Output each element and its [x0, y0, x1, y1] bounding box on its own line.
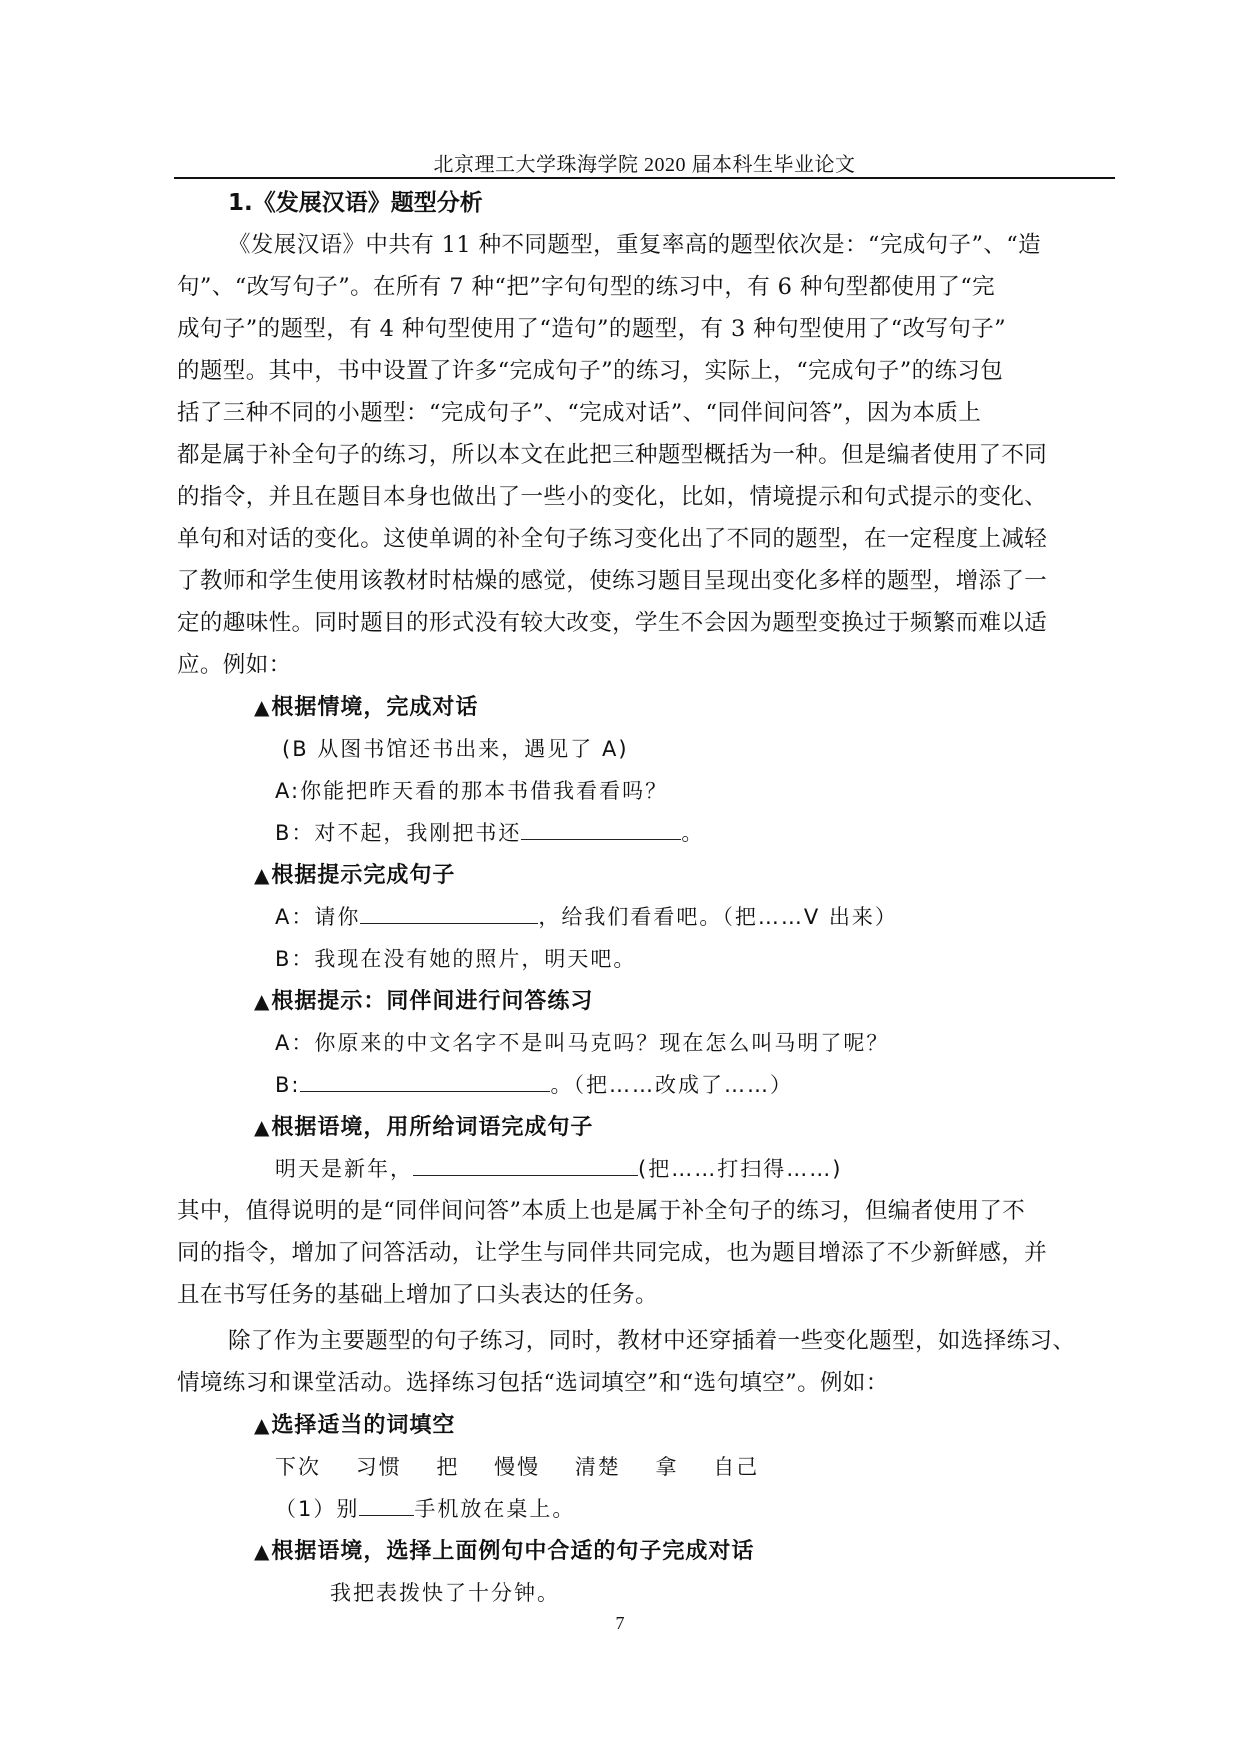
exercise-dialogue-line: A:你能把昨天看的那本书借我看看吗？	[275, 779, 669, 803]
paragraph-1-line: 都是属于补全句子的练习，所以本文在此把三种题型概括为一种。但是编者使用了不同	[177, 442, 1048, 468]
exercise-dialogue-line: A：请你 ，给我们看看吧。（把……V 出来）	[275, 905, 898, 929]
paragraph-2-line: 其中，值得说明的是“同伴间问答”本质上也是属于补全句子的练习，但编者使用了不	[177, 1198, 1026, 1224]
paragraph-1-line: 句”、“改写句子”。在所有 7 种“把”字句句型的练习中，有 6 种句型都使用了“完	[177, 274, 996, 300]
paragraph-3-line: 情境练习和课堂活动。选择练习包括“选词填空”和“选句填空”。例如：	[177, 1370, 889, 1396]
paragraph-1-line: 了教师和学生使用该教材时枯燥的感觉，使练习题目呈现出变化多样的题型，增添了一	[177, 568, 1048, 594]
paragraph-1-line: 成句子”的题型，有 4 种句型使用了“造句”的题型，有 3 种句型使用了“改写句子”	[177, 316, 1007, 342]
exercise-dialogue-line: B：对不起，我刚把书还 。	[275, 821, 705, 845]
exercise-sentence: 明天是新年， (把……打扫得……)	[275, 1157, 843, 1181]
exercise-title: ▲根据提示：同伴间进行问答练习	[254, 989, 594, 1014]
fill-in-blank	[413, 1155, 638, 1176]
paragraph-3-line: 除了作为主要题型的句子练习，同时，教材中还穿插着一些变化题型，如选择练习、	[228, 1328, 1076, 1354]
paragraph-1-line: 的题型。其中，书中设置了许多“完成句子”的练习，实际上，“完成句子”的练习包	[177, 358, 1004, 384]
paragraph-1-line: 单句和对话的变化。这使单调的补全句子练习变化出了不同的题型，在一定程度上减轻	[177, 526, 1048, 552]
exercise-item: （1）别 手机放在桌上。	[275, 1497, 576, 1521]
triangle-bullet-icon: ▲	[254, 1115, 271, 1139]
paragraph-1-line: 《发展汉语》中共有 11 种不同题型，重复率高的题型依次是：“完成句子”、“造	[228, 232, 1042, 258]
paragraph-2-line: 且在书写任务的基础上增加了口头表达的任务。	[177, 1282, 658, 1308]
exercise-dialogue-line: B：我现在没有她的照片，明天吧。	[275, 947, 637, 971]
exercise-dialogue-line: A：你原来的中文名字不是叫马克吗？现在怎么叫马明了呢？	[275, 1031, 890, 1055]
exercise-title: ▲根据提示完成句子	[254, 863, 456, 888]
paragraph-2-line: 同的指令，增加了问答活动，让学生与同伴共同完成，也为题目增添了不少新鲜感，并	[177, 1240, 1048, 1266]
exercise-context: (B 从图书馆还书出来，遇见了 A)	[282, 737, 629, 761]
exercise-title: ▲根据语境，选择上面例句中合适的句子完成对话	[254, 1539, 755, 1564]
word-bank: 下次 习惯 把 慢慢 清楚 拿 自己	[275, 1455, 760, 1479]
paragraph-1-line: 定的趣味性。同时题目的形式没有较大改变，学生不会因为题型变换过于频繁而难以适	[177, 610, 1048, 636]
header-divider	[174, 177, 1115, 179]
fill-in-blank	[359, 1495, 414, 1516]
fill-in-blank	[360, 903, 538, 924]
triangle-bullet-icon: ▲	[254, 695, 271, 719]
exercise-sentence: 我把表拨快了十分钟。	[330, 1581, 560, 1605]
exercise-dialogue-line: B: 。（把……改成了……）	[275, 1073, 793, 1097]
triangle-bullet-icon: ▲	[254, 863, 271, 887]
triangle-bullet-icon: ▲	[254, 1413, 271, 1437]
paragraph-1-line: 应。例如：	[177, 652, 292, 678]
triangle-bullet-icon: ▲	[254, 989, 271, 1013]
paragraph-1-line: 括了三种不同的小题型：“完成句子”、“完成对话”、“同伴间问答”，因为本质上	[177, 400, 982, 426]
paragraph-1-line: 的指令，并且在题目本身也做出了一些小的变化，比如，情境提示和句式提示的变化、	[177, 484, 1048, 510]
exercise-title: ▲根据语境，用所给词语完成句子	[254, 1115, 594, 1140]
exercise-title: ▲根据情境，完成对话	[254, 695, 479, 720]
running-header: 北京理工大学珠海学院 2020 届本科生毕业论文	[433, 154, 856, 176]
page-number: 7	[615, 1613, 625, 1633]
fill-in-blank	[521, 819, 681, 840]
fill-in-blank	[300, 1071, 550, 1092]
section-heading: 1.《发展汉语》题型分析	[228, 190, 483, 216]
triangle-bullet-icon: ▲	[254, 1539, 271, 1563]
exercise-title: ▲选择适当的词填空	[254, 1413, 456, 1438]
